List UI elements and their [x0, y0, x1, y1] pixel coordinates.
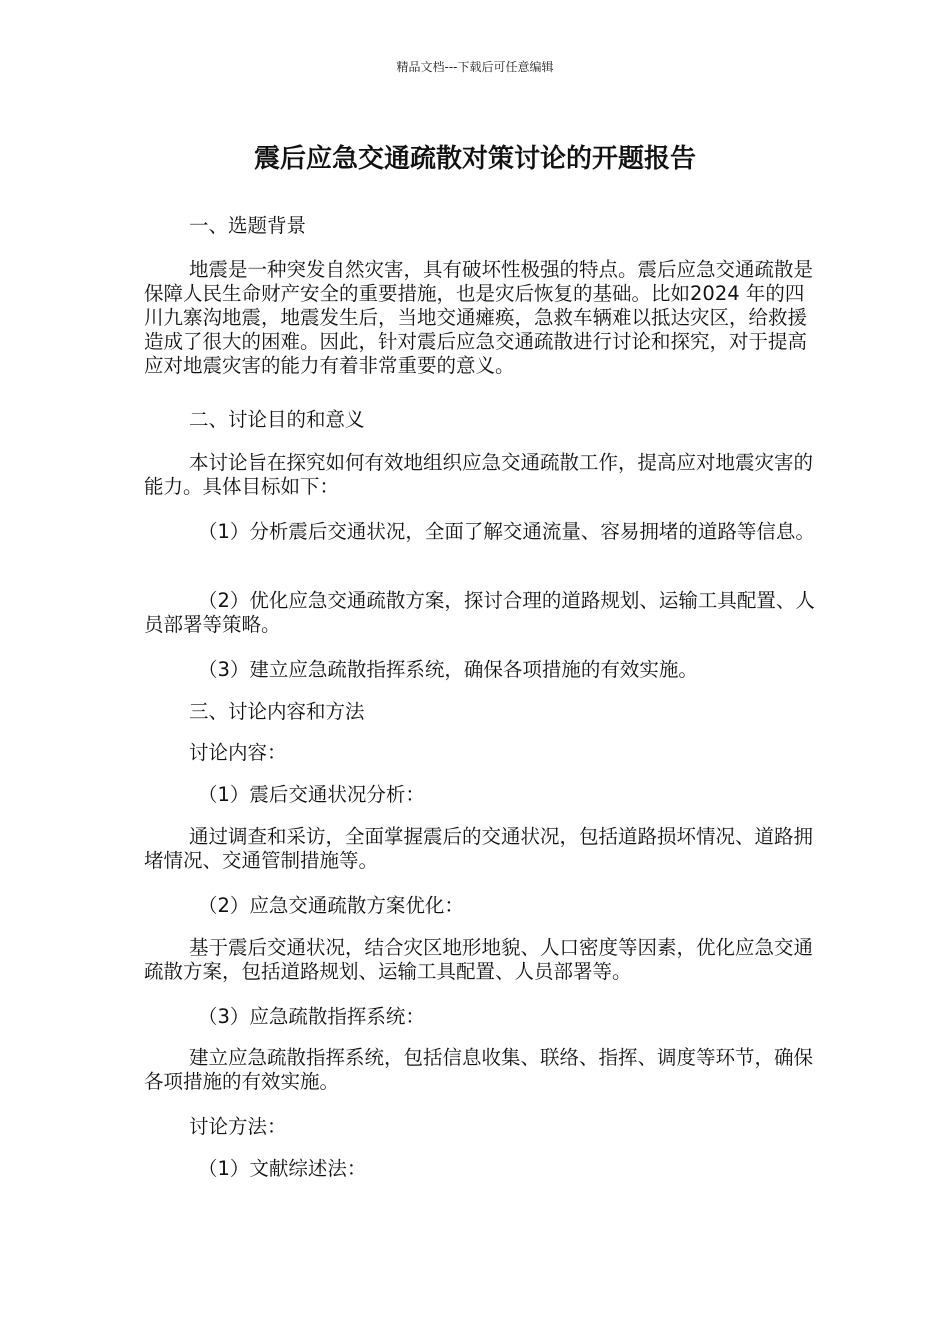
- paragraph-background: 地震是一种突发自然灾害，具有破坏性极强的特点。震后应急交通疏散是保障人民生命财产安全的重要措施，也是灾后恢复的基础。比如2024 年的四川九寨沟地震，地震发生后，当地交通瘫痪，急救车辆难以抵达灾区，给救援造成了很大的困难。因此，针对震后应急交通疏散进行讨论和探究，对于提高应对地震灾害的能力有着非常重要的意义。: [144, 258, 814, 377]
- list-item-content-3: （3）应急疏散指挥系统：: [198, 1005, 425, 1028]
- list-item-content-1: （1）震后交通状况分析：: [198, 783, 425, 806]
- paragraph-content-1: 通过调查和采访，全面掌握震后的交通状况，包括道路损坏情况、道路拥堵情况、交通管制措施等。: [144, 825, 814, 872]
- section-heading-content-method: 三、讨论内容和方法: [189, 700, 365, 723]
- paragraph-purpose: 本讨论旨在探究如何有效地组织应急交通疏散工作，提高应对地震灾害的能力。具体目标如下：: [144, 451, 814, 498]
- section-heading-background: 一、选题背景: [189, 214, 307, 237]
- list-item-goal-2: （2）优化应急交通疏散方案，探讨合理的道路规划、运输工具配置、人员部署等策略。: [144, 589, 815, 636]
- list-item-goal-1: （1）分析震后交通状况，全面了解交通流量、容易拥堵的道路等信息。: [198, 520, 815, 543]
- paragraph-content-3: 建立应急疏散指挥系统，包括信息收集、联络、指挥、调度等环节，确保各项措施的有效实施。: [144, 1046, 814, 1093]
- section-heading-purpose: 二、讨论目的和意义: [189, 408, 365, 431]
- paragraph-content-2: 基于震后交通状况，结合灾区地形地貌、人口密度等因素，优化应急交通疏散方案，包括道路规划、运输工具配置、人员部署等。: [144, 936, 814, 983]
- subheading-method: 讨论方法：: [189, 1115, 287, 1138]
- header-note: 精品文档---下载后可任意编辑: [396, 60, 554, 74]
- document-title: 震后应急交通疏散对策讨论的开题报告: [253, 144, 696, 174]
- subheading-content: 讨论内容：: [189, 741, 287, 764]
- list-item-goal-3: （3）建立应急疏散指挥系统，确保各项措施的有效实施。: [198, 658, 698, 681]
- list-item-content-2: （2）应急交通疏散方案优化：: [198, 894, 464, 917]
- list-item-method-1: （1）文献综述法：: [198, 1157, 367, 1180]
